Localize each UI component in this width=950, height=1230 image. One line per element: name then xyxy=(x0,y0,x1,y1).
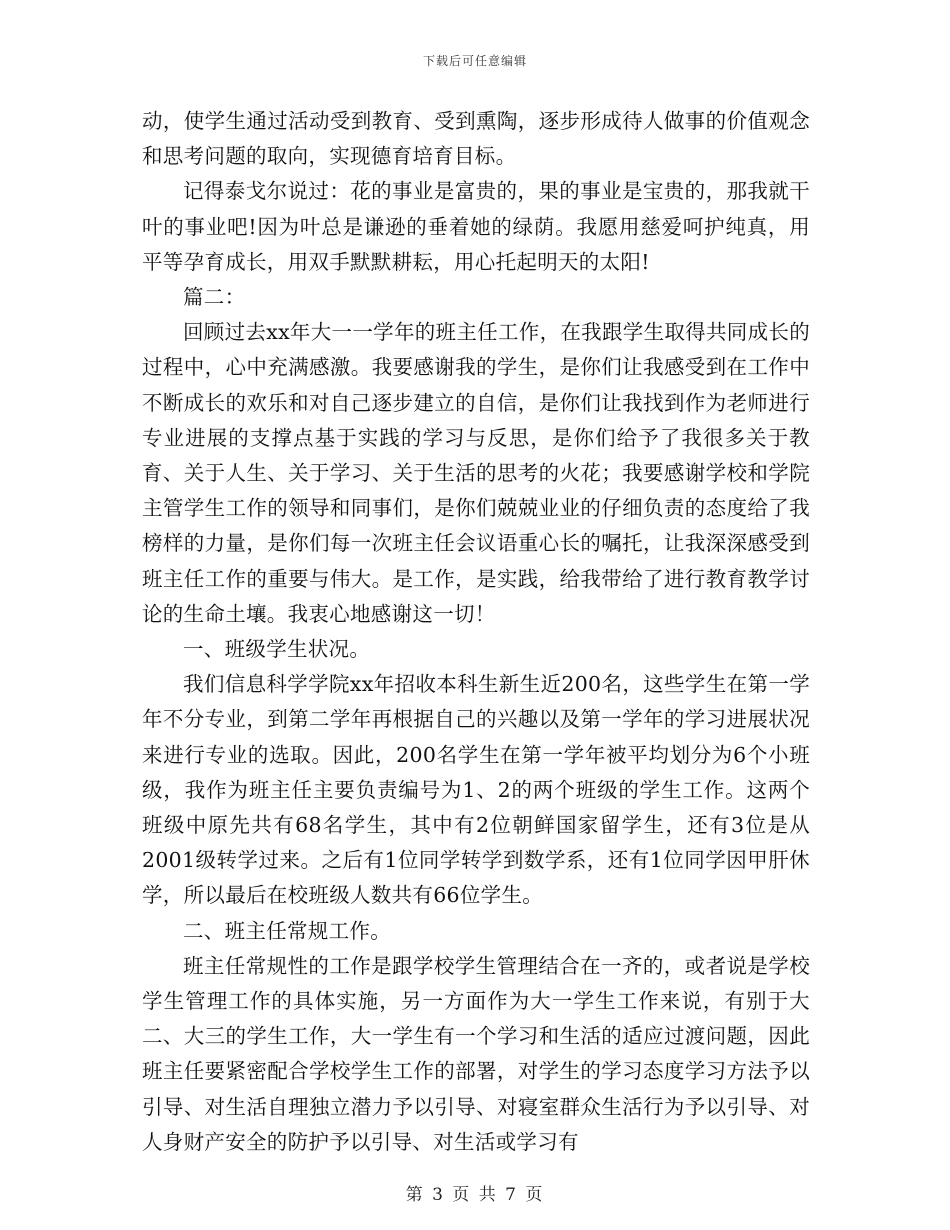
page-number: 第 3 页 共 7 页 xyxy=(405,1185,545,1205)
paragraph: 我们信息科学学院xx年招收本科生新生近200名，这些学生在第一学年不分专业，到第二学年再根据自己的兴趣以及第一学年的学习进展状况来进行专业的选取。因此，200名学生在第一学年被平均划分为6个小班级，我作为班主任主要负责编号为1、2的两个班级的学生工作。这两个班级中原先共有68名学生，其中有2位朝鲜国家留学生，还有3位是从2001级转学过来。之后有1位同学转学到数学系，还有1位同学因甲肝休学，所以最后在校班级人数共有66位学生。 xyxy=(142,672,810,908)
section-heading: 二、班主任常规工作。 xyxy=(183,918,391,943)
paragraph: 回顾过去xx年大一一学年的班主任工作，在我跟学生取得共同成长的过程中，心中充满感激。我要感谢我的学生，是你们让我感受到在工作中不断成长的欢乐和对自己逐步建立的自信，是你们让我找到作为老师进行专业进展的支撑点基于实践的学习与反思，是你们给予了我很多关于教育、关于人生、关于学习、关于生活的思考的火花；我要感谢学校和学院主管学生工作的领导和同事们，是你们兢兢业业的仔细负责的态度给了我榜样的力量，是你们每一次班主任会议语重心长的嘱托，让我深深感受到班主任工作的重要与伟大。是工作，是实践，给我带给了进行教育教学讨论的生命土壤。我衷心地感谢这一切！ xyxy=(142,320,810,626)
paragraph: 记得泰戈尔说过：花的事业是富贵的，果的事业是宝贵的，那我就干叶的事业吧!因为叶总是谦逊的垂着她的绿荫。我愿用慈爱呵护纯真，用平等孕育成长，用双手默默耕耘，用心托起明天的太阳! xyxy=(142,179,810,274)
document-body xyxy=(142,104,810,1160)
section-heading: 一、班级学生状况。 xyxy=(183,637,371,662)
page-header: 下载后可任意编辑 xyxy=(422,54,527,68)
section-heading: 篇二： xyxy=(183,285,246,310)
paragraph: 班主任常规性的工作是跟学校学生管理结合在一齐的，或者说是学校学生管理工作的具体实施，另一方面作为大一学生工作来说，有别于大二、大三的学生工作，大一学生有一个学习和生活的适应过渡问题，因此班主任要紧密配合学校学生工作的部署，对学生的学习态度学习方法予以引导、对生活自理独立潜力予以引导、对寝室群众生活行为予以引导、对人身财产安全的防护予以引导、对生活或学习有 xyxy=(142,953,810,1154)
paragraph: 动，使学生通过活动受到教育、受到熏陶，逐步形成待人做事的价值观念和思考问题的取向，实现德育培育目标。 xyxy=(142,109,810,169)
